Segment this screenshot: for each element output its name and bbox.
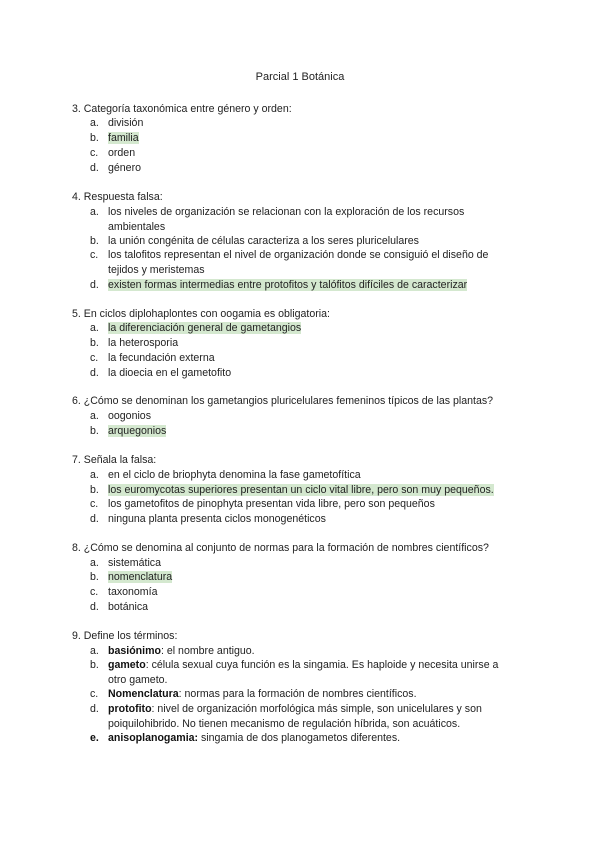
question-6: 6. ¿Cómo se denominan los gametangios pluricelulares femeninos típicos de las plantas? (72, 395, 494, 407)
page-title: Parcial 1 Botánica (255, 71, 345, 83)
highlighted-answer: familia (108, 132, 139, 144)
term: anisoplanogamia: (108, 732, 199, 744)
highlighted-answer: arquegonios (108, 425, 167, 437)
term: protofito (108, 703, 152, 715)
question-3: 3. Categoría taxonómica entre género y orden: (72, 103, 292, 115)
highlighted-answer: existen formas intermedias entre protofitos y talófitos difíciles de caracterizar (108, 279, 468, 291)
term: basiónimo (108, 645, 161, 657)
highlighted-answer: los euromycotas superiores presentan un ciclo vital libre, pero son muy pequeños. (108, 484, 494, 496)
highlighted-answer: la diferenciación general de gametangios (108, 322, 302, 334)
question-8: 8. ¿Cómo se denomina al conjunto de normas para la formación de nombres científicos? (72, 542, 489, 554)
term: Nomenclatura (108, 688, 179, 700)
question-5: 5. En ciclos diplohaplontes con oogamia es obligatoria: (72, 308, 330, 320)
term: gameto (108, 659, 146, 671)
question-9: 9. Define los términos: (72, 630, 178, 642)
highlighted-answer: nomenclatura (108, 571, 173, 583)
question-4: 4. Respuesta falsa: (72, 191, 163, 203)
question-7: 7. Señala la falsa: (72, 454, 157, 466)
